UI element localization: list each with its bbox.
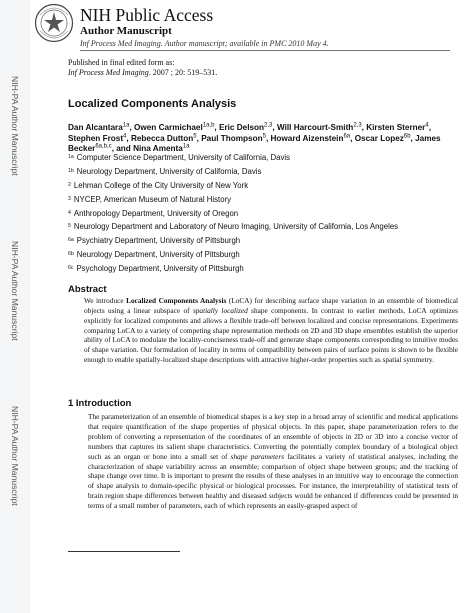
affiliation-item	[68, 180, 468, 194]
author-name: Rebecca Dutton	[130, 133, 194, 143]
introduction-text-part: facilitates a variety of statistical analyses, including the characterization of shape variability across an ensemble; comparison of object shape between groups; and the tracking of shape change over time. It is important to present the results of these analyses in an intuitive way to encourage the connection of shape analysis to domain-specific physical or biological processes. For instance, the interpretability of statistical tests of brain region shape differences between healthy and diseased subjects would be enhanced if differences could be presented in terms of a small number of parameters, each of which represents an easily-grasped aspect of	[88, 451, 458, 511]
affiliation-marker: 1a	[68, 154, 74, 160]
affiliation-text: Psychiatry Department, University of Pittsburgh	[76, 236, 241, 246]
header-subtitle: Author Manuscript	[80, 25, 172, 37]
author-separator: ,	[126, 133, 131, 143]
affiliation-marker: 3	[68, 195, 71, 202]
author-separator: ,	[361, 123, 367, 132]
author-separator: ,	[129, 123, 135, 132]
publication-details: . 2007 ; 20: 519–531.	[148, 68, 218, 77]
affiliation-marker: 6c	[68, 265, 74, 272]
author-name: Owen Carmichael	[134, 123, 203, 132]
author-affiliation-marker: 2,3	[353, 122, 362, 129]
header-divider	[80, 50, 450, 51]
author-affiliation-marker: 5	[262, 132, 266, 139]
affiliation-item	[68, 235, 468, 249]
author-affiliation-marker: 6a,b,c	[95, 143, 112, 150]
affiliation-marker: 5	[68, 223, 71, 230]
author-name: James Becker	[68, 133, 441, 153]
affiliation-text: Computer Science Department, University of California, Davis	[76, 153, 290, 162]
author-separator: ,	[214, 123, 219, 132]
author-separator: ,	[272, 123, 277, 132]
author-affiliation-marker: 6a	[343, 132, 351, 139]
author-affiliation-marker: 1a	[122, 122, 130, 129]
author-separator: , and	[111, 144, 134, 153]
affiliation-text: Neurology Department, University of California, Davis	[76, 166, 262, 176]
header-citation: Inf Process Med Imaging. Author manuscript; available in PMC 2010 May 4.	[80, 39, 329, 48]
author-affiliation-marker: 4	[123, 132, 127, 139]
introduction-heading: 1 Introduction	[68, 398, 132, 409]
author-affiliation-marker: 1a	[182, 143, 190, 150]
affiliation-item	[68, 263, 468, 277]
author-name: Nina Amenta	[133, 144, 183, 153]
introduction-text-part: The parameterization of an ensemble of biomedical shapes is a key step in a broad array of scientific and medical applications that require quantification of the shape properties of physical objects. In this paper, shape parameterization refers to the problem of converting a representation of the coordinates of an ensemble of objects in 2D or 3D into a concise vector of numbers that captures its salient shape characteristics. Converting the potentially complex boundary of a biological object such as an organ or bone into a small set of	[88, 412, 458, 461]
affiliation-text: Neurology Department, University of Pittsburgh	[76, 250, 240, 260]
author-separator: ,	[350, 133, 355, 143]
author-affiliation-marker: 6b	[403, 132, 411, 139]
affiliation-text: Anthropology Department, University of Oregon	[73, 208, 239, 218]
author-name: Stephen Frost	[68, 133, 124, 143]
author-separator: ,	[410, 133, 416, 143]
author-name: Paul Thompson	[201, 133, 263, 143]
author-separator: ,	[196, 133, 202, 143]
author-separator: ,	[428, 123, 431, 132]
publication-note: Published in final edited form as:	[68, 58, 175, 67]
author-affiliation-marker: 1a,b	[202, 122, 215, 129]
article-title: Localized Components Analysis	[68, 98, 237, 110]
abstract-bold-term: Localized Components Analysis	[126, 296, 227, 305]
header-title: NIH Public Access	[80, 5, 214, 25]
author-affiliation-marker: 4	[425, 122, 429, 129]
sidebar-label-middle: NIH-PA Author Manuscript	[10, 241, 20, 341]
author-affiliation-marker: 2,3	[264, 122, 273, 129]
author-list	[68, 123, 464, 155]
affiliation-marker: 6a	[68, 237, 74, 244]
author-name: Will Harcourt-Smith	[276, 123, 354, 132]
affiliation-marker: 4	[68, 209, 71, 216]
affiliation-item	[68, 194, 468, 208]
left-margin-sidebar	[0, 0, 30, 613]
author-name: Oscar Lopez	[354, 133, 404, 143]
affiliation-item	[68, 249, 468, 263]
abstract-italic-term: spatially localized	[192, 305, 248, 315]
introduction-text	[88, 412, 458, 511]
affiliation-item	[68, 152, 468, 166]
affiliation-marker: 2	[68, 181, 71, 188]
publication-citation	[68, 68, 217, 78]
affiliation-text: Psychology Department, University of Pittsburgh	[76, 264, 244, 274]
affiliation-list	[68, 152, 468, 277]
abstract-text	[84, 296, 458, 365]
abstract-text-part: shape components. In contrast to earlier methods, LoCA optimizes explicitly for localized components and allows a flexible trade-off between localized and concise representations. Experiments comparing LoCA to a variety of competing shape representation methods on 2D and 3D shape ensembles establish the superior ability of LoCA to modulate the locality-conciseness trade-off and generate shape components corresponding to intuitive modes of shape variation. Our formulation of locality in terms of compatibility between pairs of surface points is shown to be flexible enough to enable spatially-localized shape descriptions with attractive higher-order properties such as spatial symmetry.	[84, 305, 458, 365]
author-affiliation-marker: 5	[193, 132, 197, 139]
affiliation-text: Neurology Department and Laboratory of Neuro Imaging, University of California, Los Angeles	[73, 222, 399, 232]
affiliation-text: NYCEP, American Museum of Natural History	[73, 194, 232, 204]
author-name: Howard Aizenstein	[270, 133, 344, 143]
affiliation-text: Lehman College of the City University of New York	[73, 180, 249, 190]
nih-seal-logo	[34, 3, 74, 43]
affiliation-marker: 1b	[68, 167, 74, 174]
abstract-heading: Abstract	[68, 284, 107, 295]
affiliation-item	[68, 166, 468, 180]
abstract-text-part: We introduce	[84, 296, 127, 305]
author-separator: ,	[265, 133, 271, 143]
sidebar-label-top: NIH-PA Author Manuscript	[10, 76, 20, 176]
author-name: Dan Alcantara	[68, 123, 123, 132]
journal-name: Inf Process Med Imaging	[68, 68, 149, 77]
abstract-text-part: (LoCA) for describing surface shape variation in an ensemble of biomedical objects using a linear subspace of	[84, 296, 458, 315]
author-name: Kirsten Sterner	[366, 123, 426, 132]
affiliation-item	[68, 208, 468, 222]
affiliation-marker: 6b	[68, 251, 74, 258]
author-name: Eric Delson	[218, 123, 265, 132]
footnote-divider	[68, 551, 180, 552]
affiliation-item	[68, 221, 468, 235]
introduction-italic-term: shape parameters	[230, 451, 285, 461]
sidebar-label-bottom: NIH-PA Author Manuscript	[10, 406, 20, 506]
